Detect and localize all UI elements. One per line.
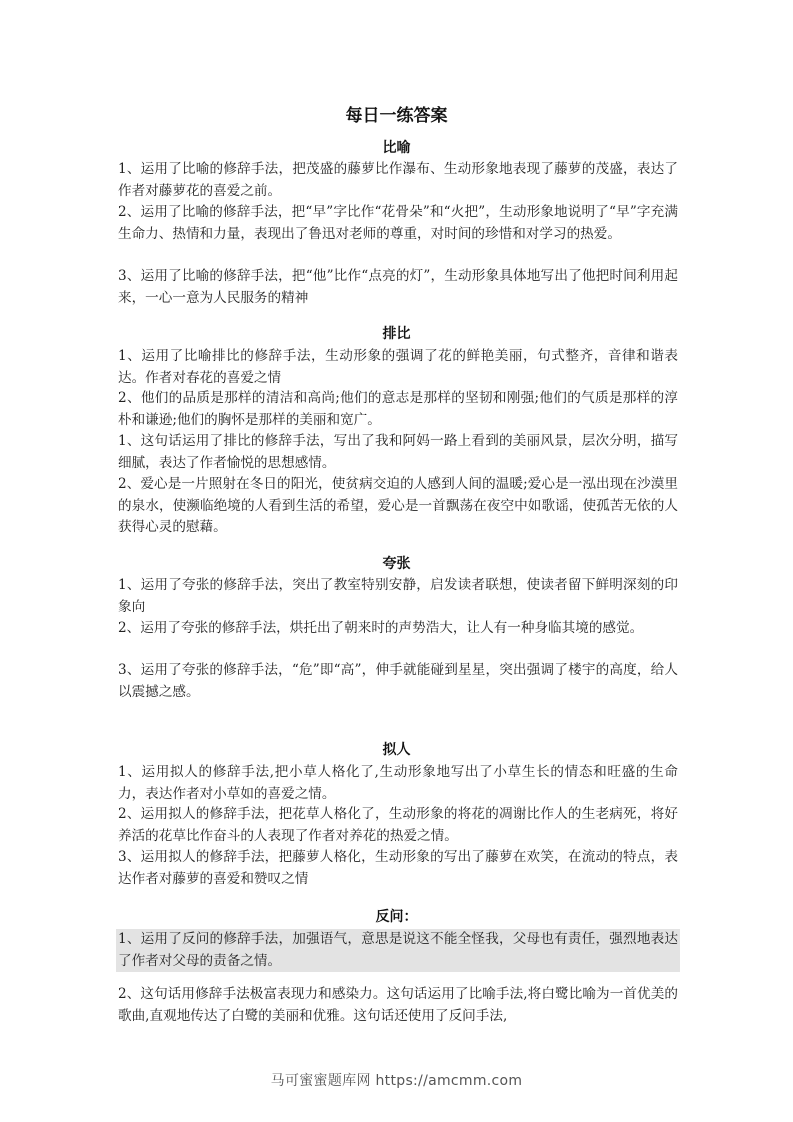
answer-paragraph: 1、运用了夸张的修辞手法，突出了教室特别安静，启发读者联想，使读者留下鲜明深刻的印象向: [118, 577, 678, 615]
answer-paragraph: 2、运用了夸张的修辞手法，烘托出了朝来时的声势浩大，让人有一种身临其境的感觉。: [118, 620, 644, 636]
page-title: 每日一练答案: [345, 106, 448, 126]
answer-paragraph: 3、运用了比喻的修辞手法，把“他”比作“点亮的灯”，生动形象具体地写出了他把时间利用起来，一心一意为人民服务的精神: [118, 268, 678, 306]
answer-paragraph: 1、运用了比喻的修辞手法，把茂盛的藤萝比作瀑布、生动形象地表现了藤萝的茂盛，表达了作者对藤萝花的喜爱之前。: [118, 161, 678, 199]
section-heading-parallelism: 排比: [382, 326, 411, 342]
answer-paragraph: 1、运用拟人的修辞手法,把小草人格化了,生动形象地写出了小草生长的情态和旺盛的生命力，表达作者对小草如的喜爱之情。: [118, 764, 678, 802]
answer-paragraph: 1、运用了比喻排比的修辞手法，生动形象的强调了花的鲜艳美丽，句式整齐，音律和谐表达。作者对春花的喜爱之情: [118, 348, 678, 386]
answer-paragraph: 3、运用拟人的修辞手法，把藤萝人格化，生动形象的写出了藤萝在欢笑，在流动的特点，表达作者对藤萝的喜爱和赞叹之情: [118, 849, 678, 887]
answer-paragraph: 2、运用了比喻的修辞手法，把“早”字比作“花骨朵”和“火把”，生动形象地说明了“早”字充满生命力、热情和力量，表现出了鲁迅对老师的尊重，对时间的珍惜和对学习的热爱。: [118, 204, 678, 242]
answer-paragraph: 2、他们的品质是那样的清洁和高尚;他们的意志是那样的坚韧和刚强;他们的气质是那样的淳朴和谦逊;他们的胸怀是那样的美丽和宽广。: [118, 390, 678, 428]
answer-paragraph: 2、爱心是一片照射在冬日的阳光，使贫病交迫的人感到人间的温暖;爱心是一泓出现在沙漠里的泉水，使濒临绝境的人看到生活的希望，爱心是一首飘荡在夜空中如歌谣，使孤苦无依的人获得心灵的慰藉。: [118, 476, 678, 535]
footer-watermark: 马可蜜蜜题库网 https://amcmm.com: [270, 1073, 523, 1089]
answer-paragraph-highlighted: 1、运用了反问的修辞手法，加强语气，意思是说这不能全怪我，父母也有责任，强烈地表达了作者对父母的责备之情。: [116, 929, 680, 972]
answer-paragraph: 3、运用了夸张的修辞手法，“危”即“高”，伸手就能碰到星星，突出强调了楼宇的高度，给人以震撼之感。: [118, 662, 678, 700]
answer-paragraph: 1、这句话运用了排比的修辞手法，写出了我和阿妈一路上看到的美丽风景，层次分明，描写细腻，表达了作者愉悦的思想感情。: [118, 433, 678, 471]
answer-paragraph: 2、这句话用修辞手法极富表现力和感染力。这句话运用了比喻手法,将白鹭比喻为一首优美的歌曲,直观地传达了白鹭的美丽和优雅。这句话还使用了反问手法,: [118, 986, 678, 1024]
section-heading-rhetorical-question: 反问：: [375, 909, 418, 925]
section-heading-personification: 拟人: [382, 742, 411, 758]
section-heading-metaphor: 比喻: [382, 140, 411, 156]
answer-paragraph: 2、运用拟人的修辞手法，把花草人格化了，生动形象的将花的凋谢比作人的生老病死，将好养活的花草比作奋斗的人表现了作者对养花的热爱之情。: [118, 806, 678, 844]
section-heading-hyperbole: 夸张: [382, 556, 411, 572]
